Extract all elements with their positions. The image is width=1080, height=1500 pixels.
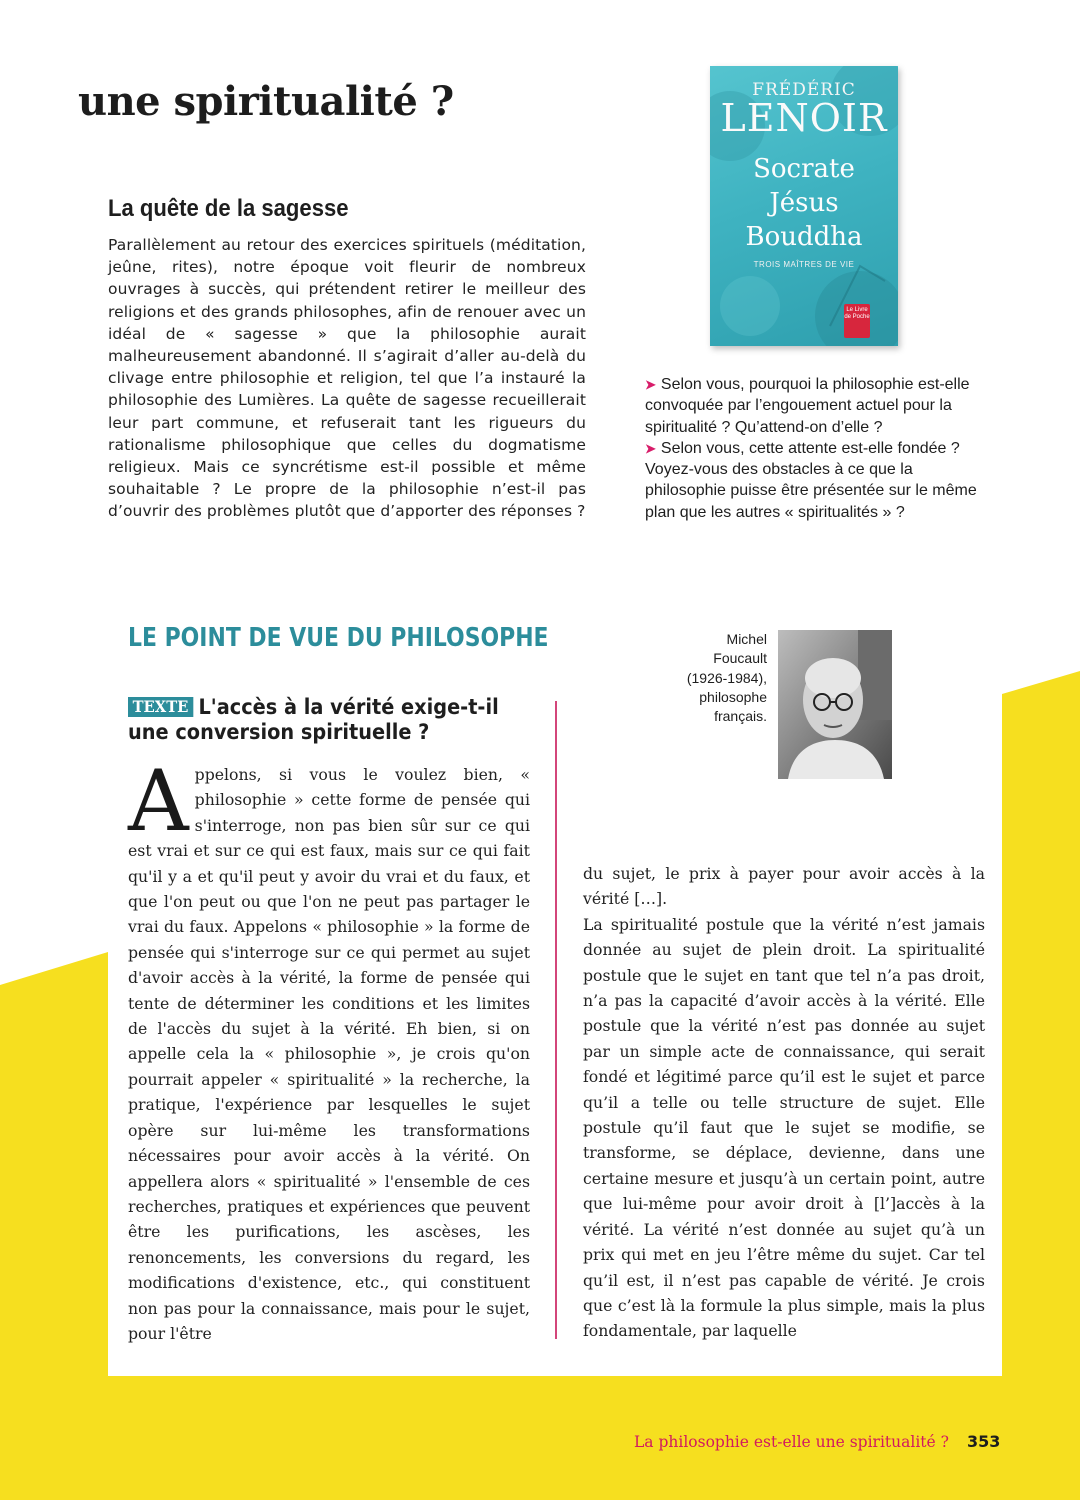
caption-line: français. bbox=[714, 708, 767, 725]
question-text: Selon vous, pourquoi la philosophie est-elle convoquée par l’engouement actuel pour la spiritualité ? Qu’attend-on d’elle ? bbox=[645, 376, 970, 436]
sagesse-paragraph: Parallèlement au retour des exercices spirituels (méditation, jeûne, rites), notre époque voit fleurir de nombreux ouvrages à succès, qui prétendent retirer le meilleur des religions et des grands philosophes, afin de renouer avec un idéal de « sagesse » que la philosophie aurait malheureusement abandonné. Il s’agirait d’aller au-delà du clivage entre philosophie et religion, tel que l’a instauré la philosophie des Lumières. La quête de sagesse recueillerait leur part commune, et refuserait tant les rigueurs du rationalisme philosophique que celles du dogmatisme religieux. Mais ce syncrétisme est-il possible et même souhaitable ? Le propre de la philosophie n’est-il pas d’ouvrir des problèmes plutôt que d’apporter des réponses ? bbox=[108, 236, 586, 521]
drop-cap: A bbox=[128, 752, 189, 850]
question-item bbox=[645, 374, 990, 438]
text-column-1 bbox=[128, 752, 530, 1346]
caption-line: Michel bbox=[726, 631, 767, 647]
book-cover bbox=[710, 66, 898, 346]
footer-chapter-title: La philosophie est-elle une spiritualité ? bbox=[634, 1433, 949, 1451]
caption-line: Foucault bbox=[713, 650, 767, 667]
book-title-line: Socrate bbox=[753, 154, 855, 184]
caption-line: philosophe bbox=[699, 688, 767, 705]
page-number: 353 bbox=[967, 1432, 1001, 1451]
texte-badge: TEXTE bbox=[128, 697, 193, 717]
pov-heading: LE POINT DE VUE DU PHILOSOPHE bbox=[128, 623, 549, 653]
page-title: une spiritualité ? bbox=[78, 78, 454, 125]
portrait-caption bbox=[640, 630, 767, 726]
arrow-icon: ➤ bbox=[645, 440, 656, 456]
column-2-paragraph: du sujet, le prix à payer pour avoir accès à la vérité […]. bbox=[583, 864, 985, 909]
column-divider bbox=[555, 701, 557, 1339]
column-2-paragraph: La spiritualité postule que la vérité n’est jamais donnée au sujet de plein droit. La spiritualité postule que le sujet en tant que tel n’a pas droit, n’a pas la capacité d’avoir accès à la vérité. Elle postule que la vérité n’est pas donnée au sujet par un simple acte de connaissance, qui serait fondé et légitimé parce qu’il est le sujet et parce qu’il a telle ou telle structure de sujet. Elle postule qu’il faut que le sujet se modifie, se transforme, se déplace, devienne, dans une certaine mesure et jusqu’à un certain point, autre que lui-même pour avoir droit à [l’]accès à la vérité. La vérité n’est donnée au sujet qu’à un prix qui met en jeu l’être même du sujet. Car tel qu’il est, il n’est pas capable de vérité. Je crois que c’est là la formule la plus simple, mais la plus fondamentale, par laquelle bbox=[583, 914, 985, 1341]
caption-line: (1926-1984), bbox=[686, 669, 767, 686]
book-title-line: Jésus bbox=[769, 188, 839, 218]
question-text: Selon vous, cette attente est-elle fondée ? Voyez-vous des obstacles à ce que la philosophie puisse être présentée sur le même plan que les autres « spiritualités » ? bbox=[645, 439, 977, 521]
publisher-logo: Le Livre de Poche bbox=[844, 304, 870, 338]
questions-block bbox=[645, 374, 990, 523]
text-column-2 bbox=[583, 861, 985, 1344]
sagesse-heading: La quête de la sagesse bbox=[108, 195, 349, 222]
book-title-line: Bouddha bbox=[745, 222, 863, 252]
book-author-first: FRÉDÉRIC bbox=[752, 80, 856, 100]
book-author-last: LENOIR bbox=[720, 96, 888, 140]
author-portrait bbox=[778, 630, 892, 779]
book-subtitle: TROIS MAÎTRES DE VIE bbox=[753, 260, 855, 269]
portrait-image bbox=[778, 630, 892, 779]
arrow-icon: ➤ bbox=[645, 377, 656, 392]
text-title bbox=[128, 695, 514, 745]
column-1-text: ppelons, si vous le voulez bien, « philosophie » cette forme de pensée qui s'interroge, non pas bien sûr sur ce qui est vrai et sur ce qui est faux, mais sur ce qui fait qu'il y a et qu'il peut y avoir du vrai et du faux, et que l'on peut ou que l'on ne peut pas partager le vrai du faux. Appelons « philosophie » la forme de pensée qui s'interroge sur ce qui permet au sujet d'avoir accès à la vérité, la forme de pensée qui tente de déterminer les conditions et les limites de l'accès du sujet à la vérité. Eh bien, si on appelle cela la « philosophie », je crois qu'on pourrait appeler « spiritualité » la recherche, la pratique, l'expérience par lesquelles le sujet opère sur lui-même les transformations nécessaires pour avoir accès à la vérité. On appellera alors « spiritualité » l'ensemble de ces recherches, pratiques et expériences que peuvent être les purifications, les ascèses, les renoncements, les conversions du regard, les modifications d'existence, etc., qui constituent non pas pour la connaissance, mais pour le sujet, pour l'être bbox=[128, 765, 530, 1343]
question-item bbox=[645, 438, 990, 523]
text-title-label: L'accès à la vérité exige-t-il une conversion spirituelle ? bbox=[128, 695, 499, 744]
